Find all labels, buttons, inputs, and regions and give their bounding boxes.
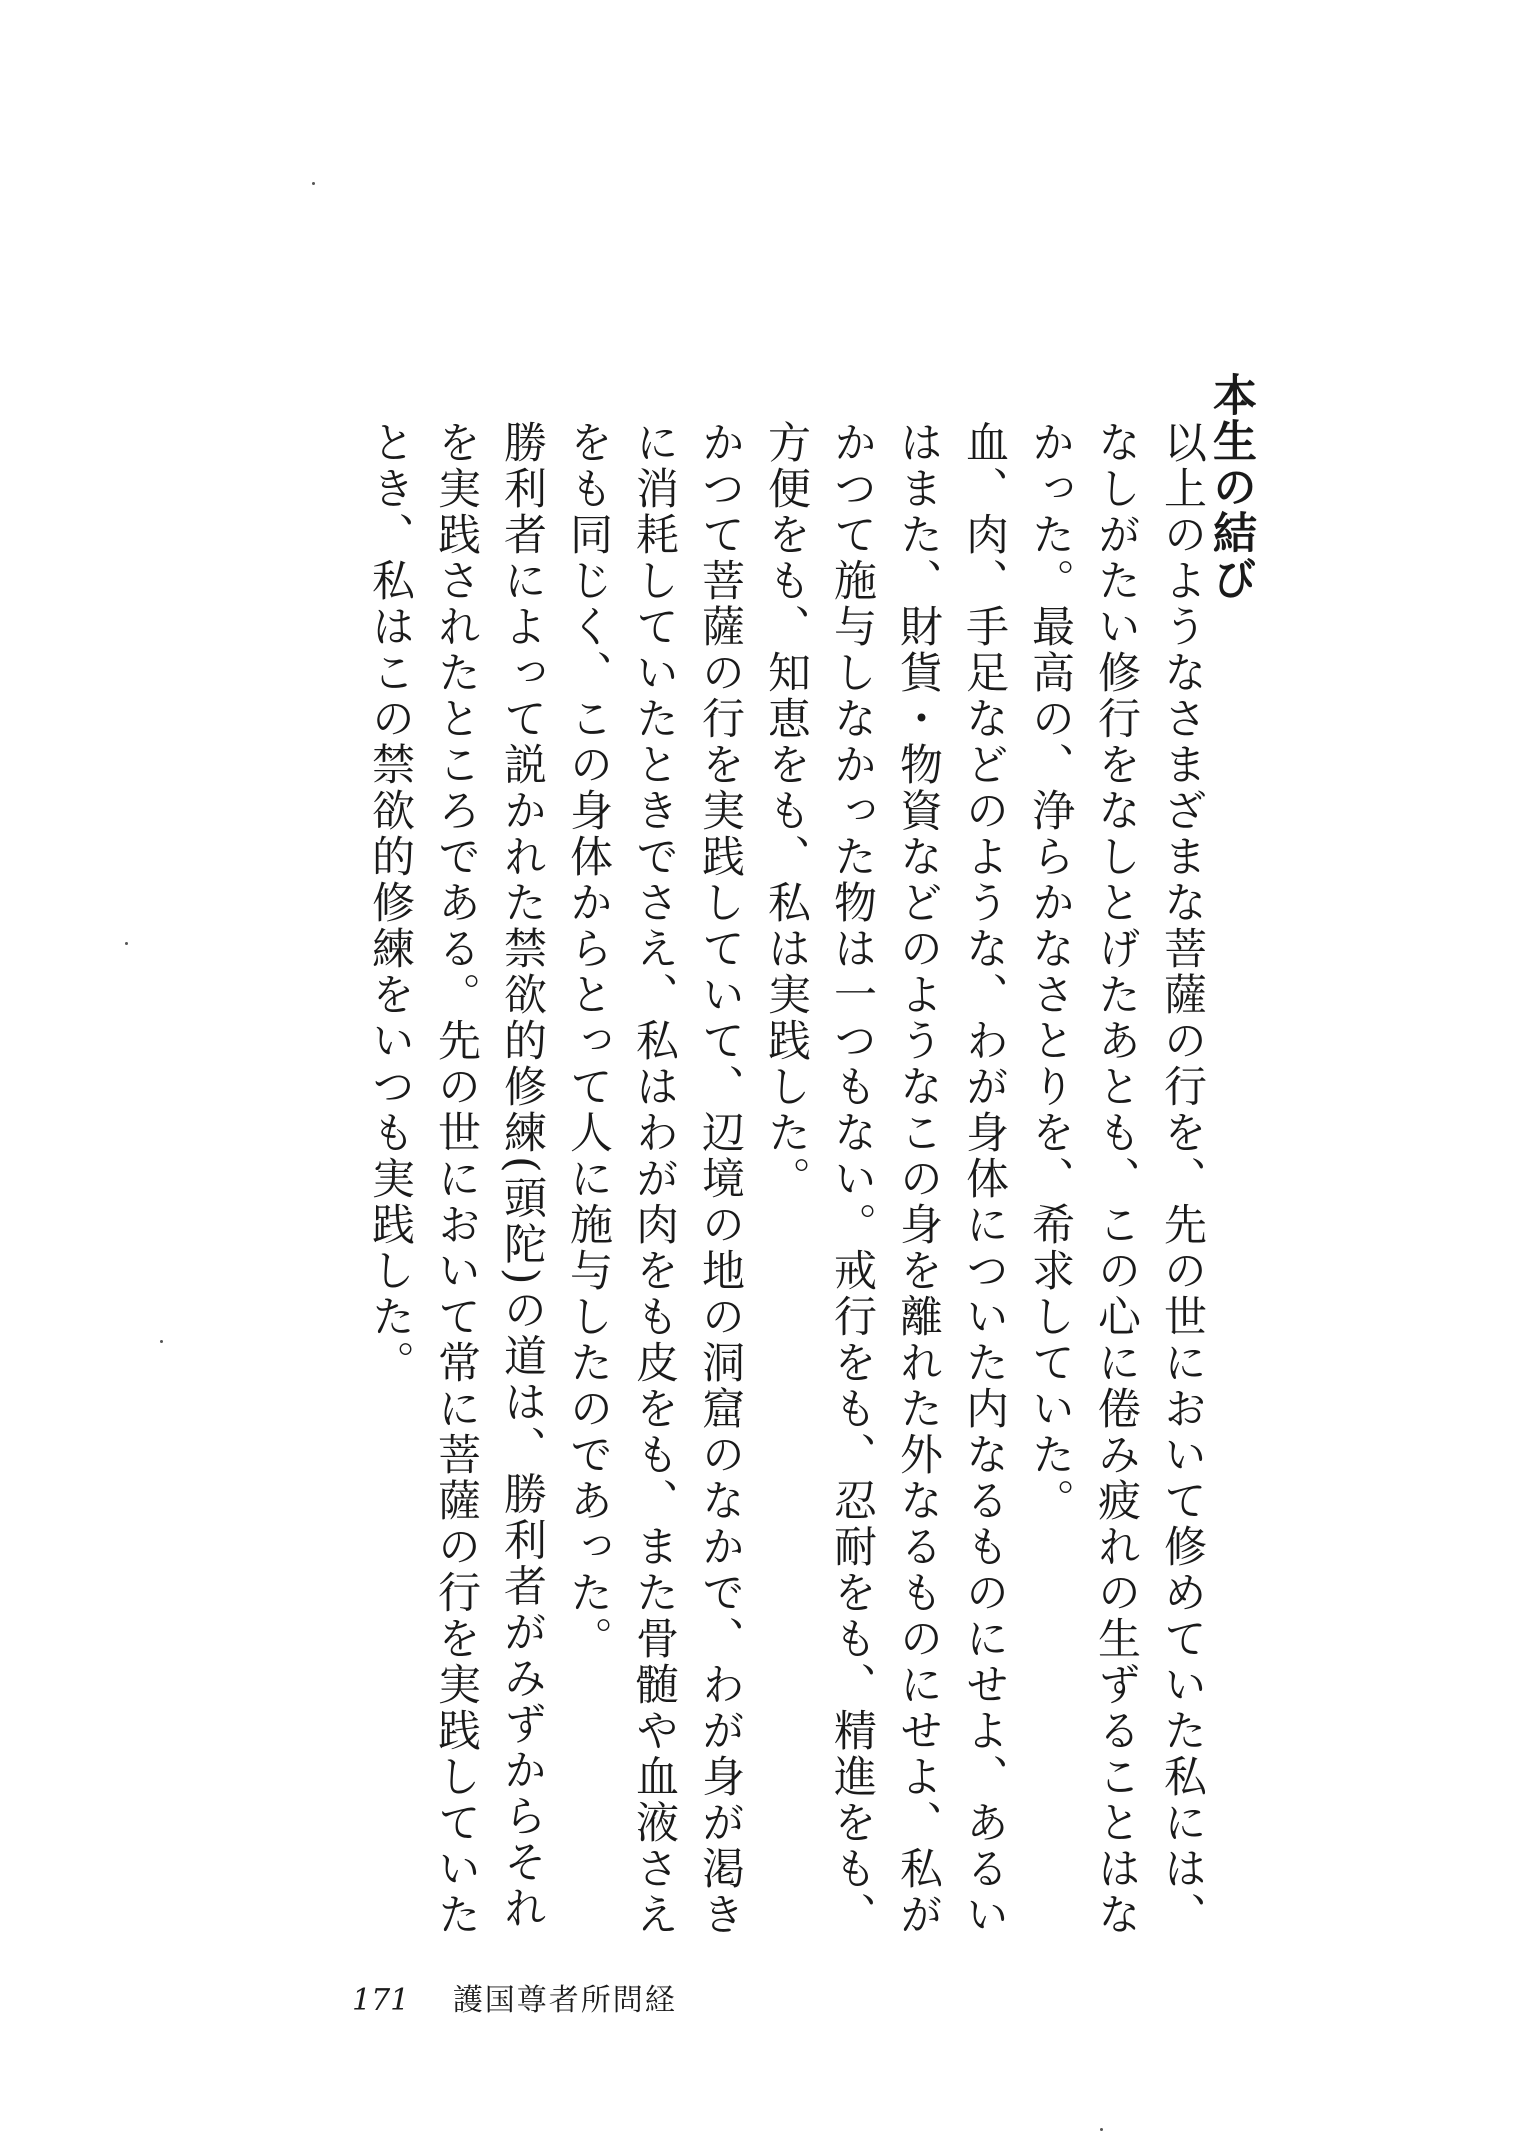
scan-speck bbox=[1100, 2128, 1103, 2131]
page-number: 171 bbox=[352, 1983, 410, 2018]
scan-speck bbox=[125, 942, 128, 945]
section-heading: 本生の結び bbox=[1205, 372, 1256, 602]
page-footer bbox=[352, 1975, 677, 2019]
paragraph-2: 血、肉、手足などのような、わが身体についた内なるものにせよ、あるいはまた、財貨・物資などのようなこの身を離れた外なるものにせよ、私がかつて施与しなかった物は一つもない。戒行をも、忍耐をも、精進をも、方便をも、知恵をも、私は実践した。 bbox=[761, 420, 1009, 1938]
scan-speck bbox=[160, 1340, 163, 1343]
paragraph-4: 勝利者によって説かれた禁欲的修練(頭陀)の道は、勝利者がみずからそれを実践されたところである。先の世において常に菩薩の行を実践していたとき、私はこの禁欲的修練をいつも実践した。 bbox=[365, 420, 547, 1938]
paragraph-3: かつて菩薩の行を実践していて、辺境の地の洞窟のなかで、わが身が渇きに消耗していたときでさえ、私はわが肉をも皮をも、また骨髄や血液さえをも同じく、この身体からとって人に施与したのであった。 bbox=[563, 420, 745, 1938]
body-text bbox=[357, 420, 1215, 1950]
running-title: 護国尊者所問経 bbox=[452, 1983, 677, 2018]
scan-speck bbox=[312, 182, 315, 185]
paragraph-1: 以上のようなさまざまな菩薩の行を、先の世において修めていた私には、なしがたい修行をなしとげたあとも、この心に倦み疲れの生ずることはなかった。最高の、浄らかなさとりを、希求していた。 bbox=[1025, 420, 1207, 1938]
